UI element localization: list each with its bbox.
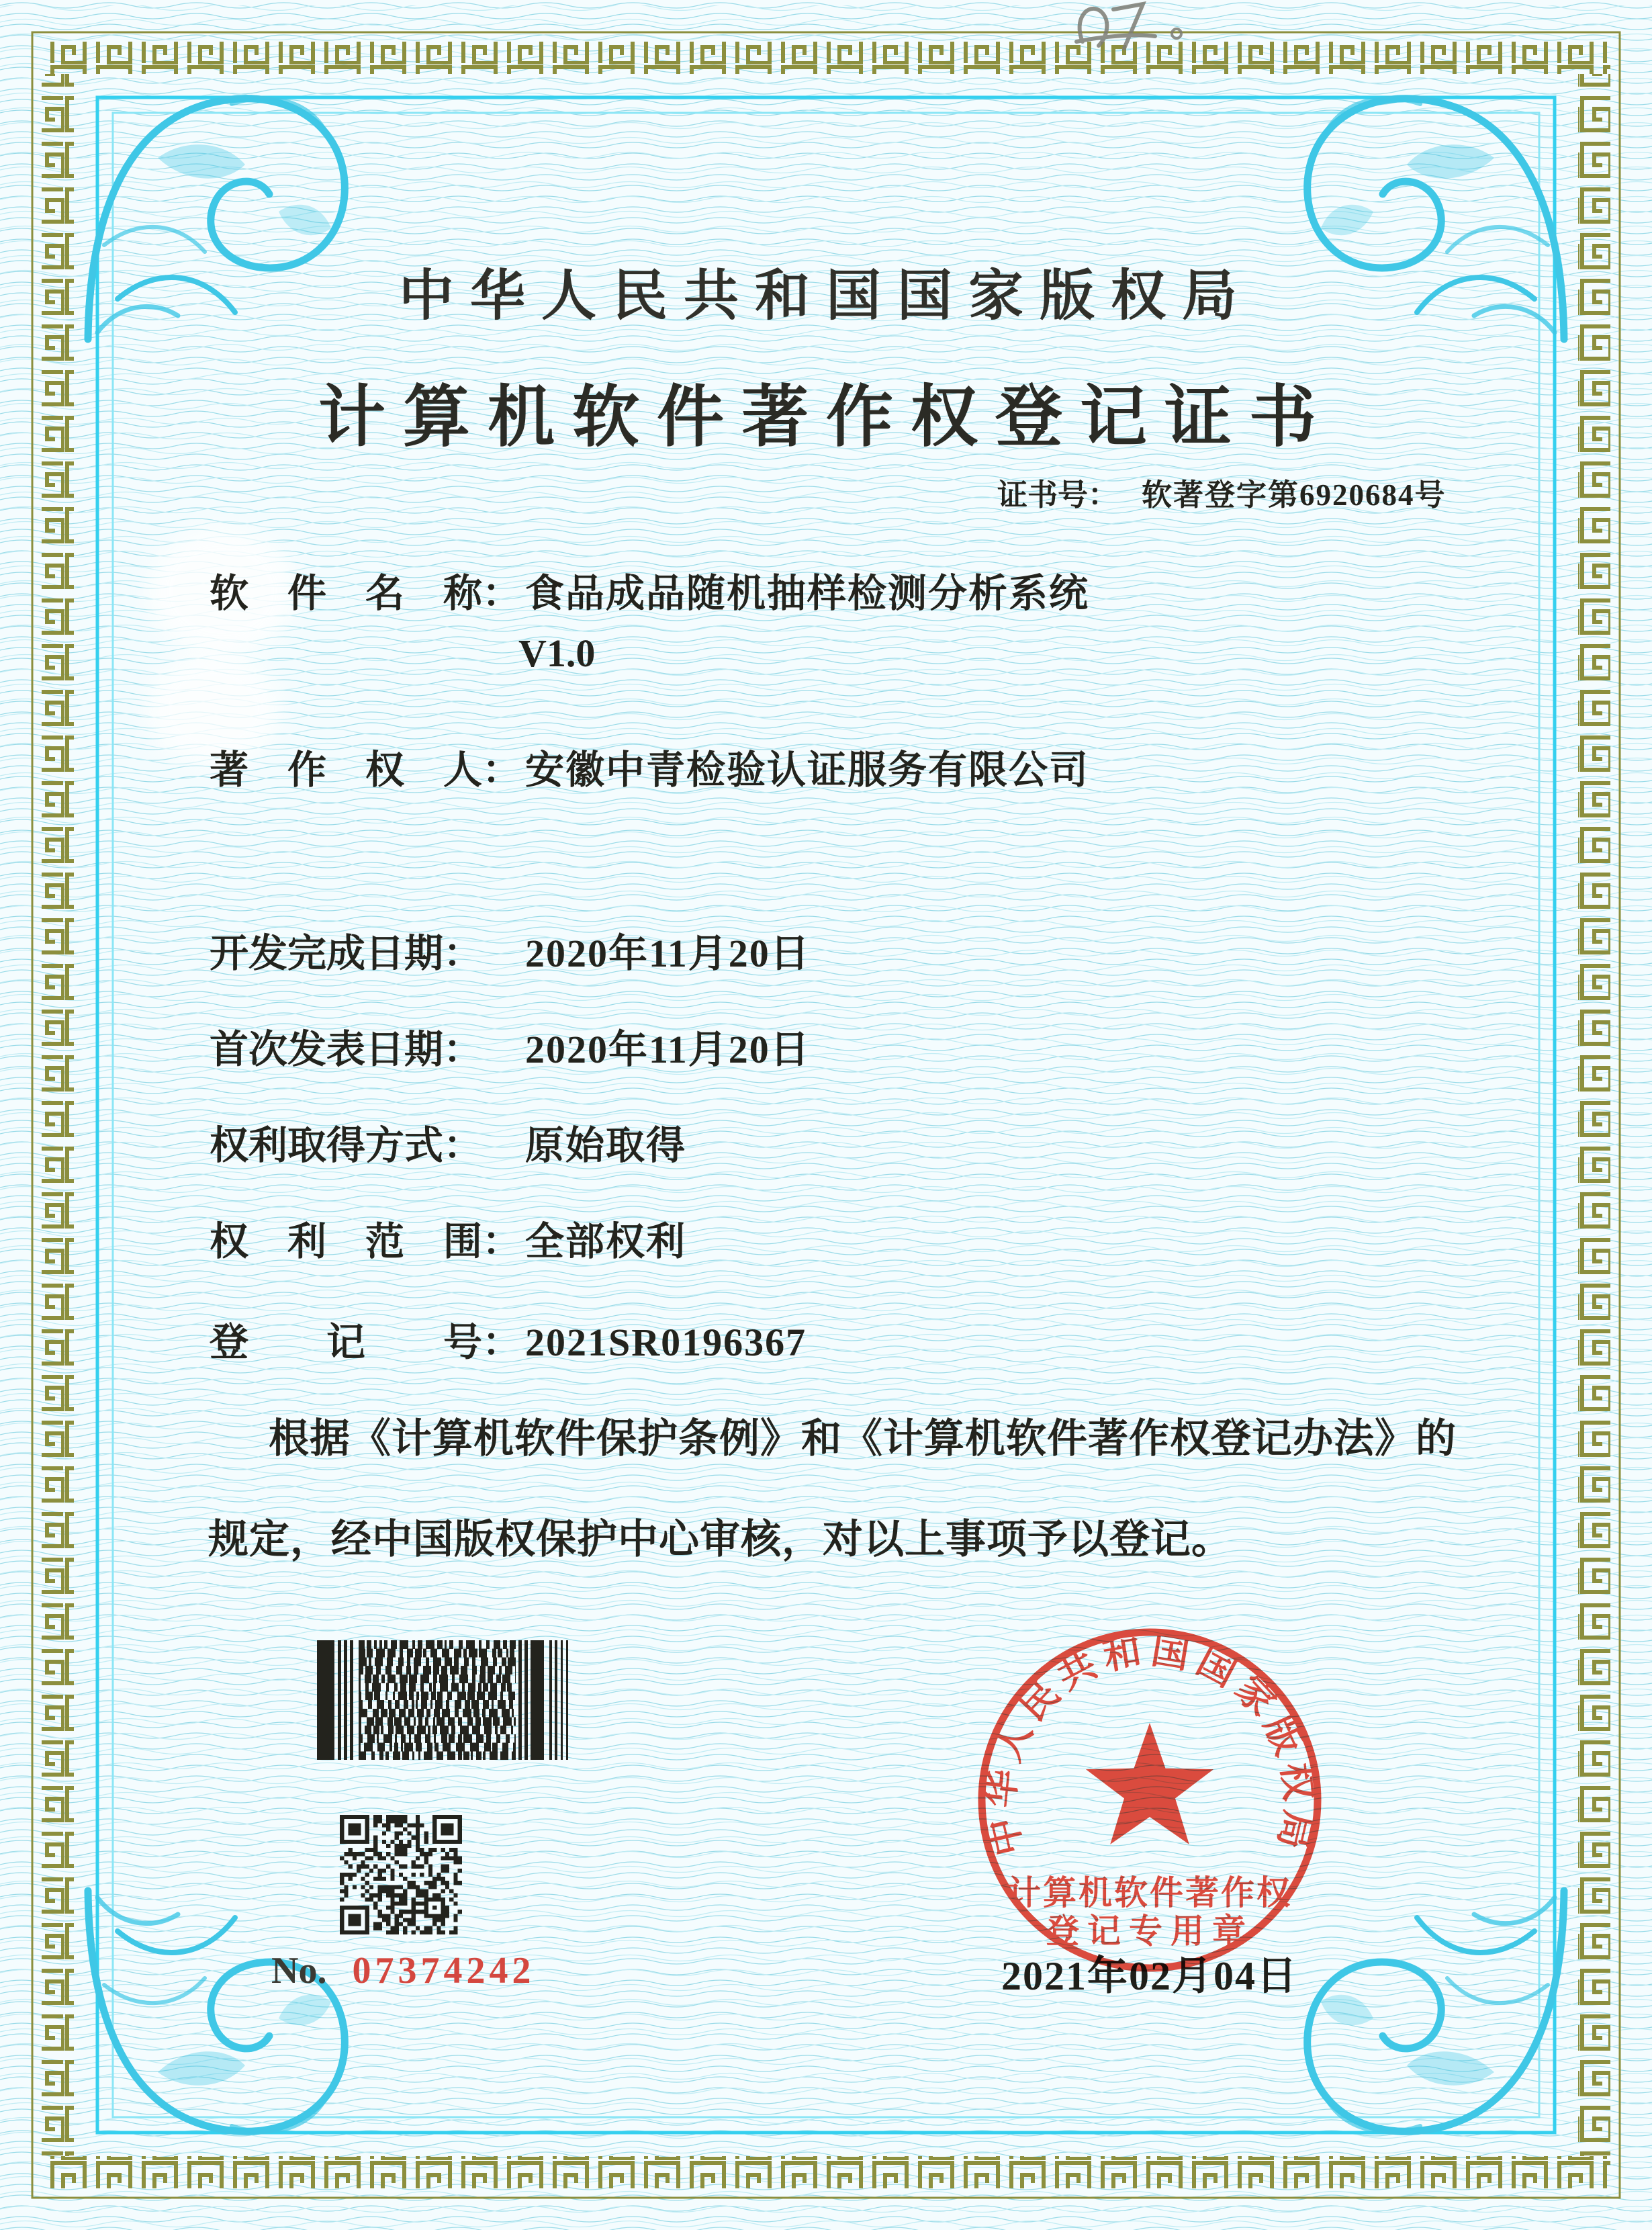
field-label: 权 利 范 围： [210,1220,522,1263]
barcode [317,1640,576,1760]
field-value: 安徽中青检验认证服务有限公司 [525,748,1090,792]
authority-title: 中华人民共和国国家版权局 [398,265,1253,326]
qr-code [340,1815,462,1934]
field-label: 权利取得方式： [210,1124,483,1167]
serial-number-line [271,1952,535,1990]
field-label: 登 记 号： [210,1321,522,1364]
field-label: 首次发表日期： [210,1028,483,1071]
cert-number-label: 证书号： [997,478,1119,512]
seal-text-line1: 计算机软件著作权 [1007,1874,1292,1912]
field-label: 软 件 名 称： [210,572,522,615]
official-red-seal [975,1625,1324,1975]
field-value: 2020年11月20日 [525,932,811,975]
statement-line-2: 规定，经中国版权保护中心审核，对以上事项予以登记。 [208,1517,1232,1562]
field-value: 2021SR0196367 [525,1321,807,1364]
field-value-version: V1.0 [518,631,596,675]
field-label: 著 作 权 人： [210,748,522,792]
seal-text-line2: 登记专用章 [1046,1912,1254,1950]
field-label: 开发完成日期： [210,932,483,975]
seal-ring-text: 中华人民共和国国家版权局 [979,1630,1320,1860]
field-value: 全部权利 [525,1220,687,1263]
serial-label: No. [271,1950,327,1992]
field-value: 原始取得 [525,1124,687,1167]
statement-line-1: 根据《计算机软件保护条例》和《计算机软件著作权登记办法》的 [269,1417,1457,1461]
field-value: 食品成品随机抽样检测分析系统 [525,572,1090,615]
issue-date: 2021年02月04日 [1001,1954,1298,1998]
certificate-title: 计算机软件著作权登记证书 [318,380,1334,455]
star-icon [1086,1723,1213,1844]
cert-number-value: 软著登字第6920684号 [1142,478,1447,512]
field-value: 2020年11月20日 [525,1028,811,1071]
serial-number: 07374242 [352,1950,535,1992]
